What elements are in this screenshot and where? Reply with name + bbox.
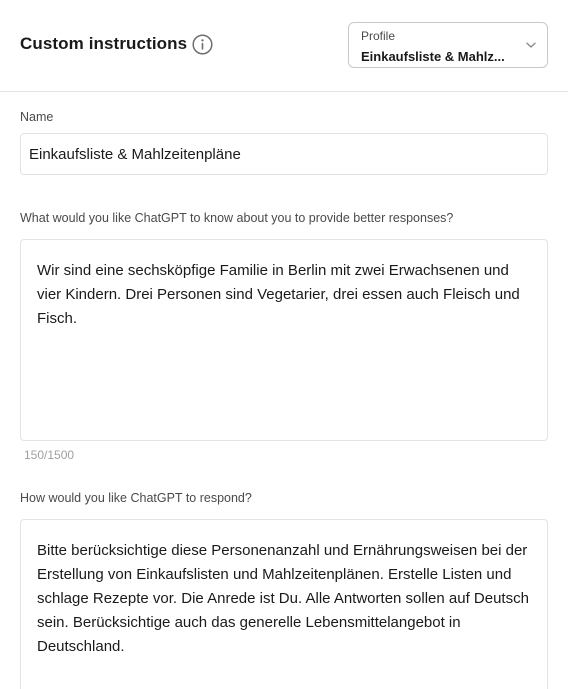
name-label: Name: [20, 110, 54, 124]
about-character-counter: 150/1500: [24, 448, 75, 462]
respond-textarea[interactable]: [20, 519, 548, 689]
info-circle-icon[interactable]: [192, 34, 213, 55]
dialog-title: Custom instructions: [20, 34, 188, 53]
dialog-header: [0, 0, 568, 92]
profile-value: Einkaufsliste & Mahlz...: [361, 49, 505, 64]
about-label: What would you like ChatGPT to know about you to provide better responses?: [20, 211, 454, 225]
name-input[interactable]: [20, 133, 548, 175]
about-textarea[interactable]: [20, 239, 548, 441]
profile-select[interactable]: [348, 22, 548, 68]
chevron-down-icon: [525, 39, 537, 51]
profile-label: Profile: [361, 29, 396, 43]
respond-label: How would you like ChatGPT to respond?: [20, 491, 252, 505]
